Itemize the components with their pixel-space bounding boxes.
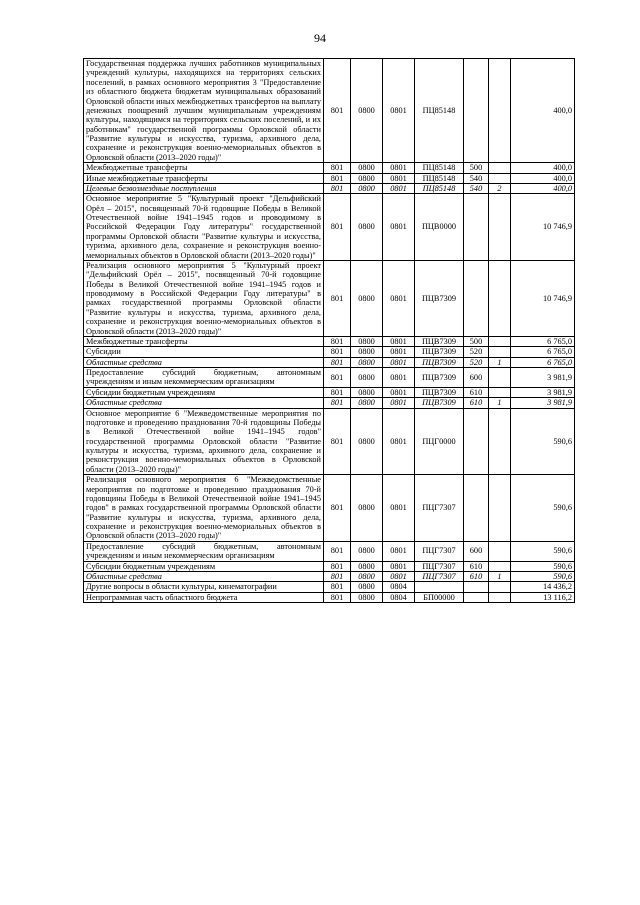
table-row	[84, 173, 575, 183]
grbs-code: 801	[324, 183, 351, 193]
section-code: 0800	[351, 183, 383, 193]
grbs-code: 801	[324, 194, 351, 261]
subsection-code: 0801	[383, 183, 415, 193]
subsection-code: 0801	[383, 368, 415, 388]
subsection-code: 0804	[383, 592, 415, 602]
row-name: Реализация основного мероприятия 5 "Культурный проект "Дельфийский Орёл – 2015", посвященный 70-й годовщине Победы в Великой Отечественной войне 1941–1945 годов и проводимому в Российской Федерации Году литературы" в рамках государственной программы Орловской области "Развитие культуры и искусства, туризма, архивного дела, сохранение и реконструкция военно-мемориальных объектов в Орловской области (2013–2020 годы)"	[84, 260, 324, 336]
amount: 400,0	[511, 163, 575, 173]
target-article-code: ПЦГ7307	[415, 541, 464, 561]
amount: 400,0	[511, 173, 575, 183]
table-row	[84, 571, 575, 581]
amount: 6 765,0	[511, 347, 575, 357]
expense-type-code	[464, 194, 489, 261]
table-row	[84, 183, 575, 193]
target-article-code: ПЦ85148	[415, 163, 464, 173]
funding-source-code	[489, 173, 511, 183]
expense-type-code: 610	[464, 398, 489, 408]
amount: 6 765,0	[511, 357, 575, 367]
table-row	[84, 194, 575, 261]
grbs-code: 801	[324, 408, 351, 475]
subsection-code: 0801	[383, 173, 415, 183]
target-article-code: ПЦ85148	[415, 183, 464, 193]
subsection-code: 0801	[383, 336, 415, 346]
funding-source-code	[489, 592, 511, 602]
funding-source-code	[489, 59, 511, 163]
section-code: 0800	[351, 357, 383, 367]
budget-table	[83, 58, 575, 603]
funding-source-code	[489, 561, 511, 571]
grbs-code: 801	[324, 347, 351, 357]
target-article-code: ПЦВ7309	[415, 387, 464, 397]
row-name: Непрограммная часть областного бюджета	[84, 592, 324, 602]
subsection-code: 0804	[383, 582, 415, 592]
table-row	[84, 582, 575, 592]
expense-type-code: 610	[464, 387, 489, 397]
row-name: Областные средства	[84, 571, 324, 581]
subsection-code: 0801	[383, 561, 415, 571]
target-article-code: ПЦВ0000	[415, 194, 464, 261]
amount: 590,6	[511, 571, 575, 581]
funding-source-code: 1	[489, 357, 511, 367]
page-number: 94	[314, 31, 326, 45]
amount: 3 981,9	[511, 398, 575, 408]
amount: 590,6	[511, 541, 575, 561]
amount: 6 765,0	[511, 336, 575, 346]
section-code: 0800	[351, 408, 383, 475]
row-name: Предоставление субсидий бюджетным, автономным учреждениям и иным некоммерческим организациям	[84, 541, 324, 561]
section-code: 0800	[351, 59, 383, 163]
subsection-code: 0801	[383, 163, 415, 173]
section-code: 0800	[351, 336, 383, 346]
section-code: 0800	[351, 163, 383, 173]
funding-source-code: 2	[489, 183, 511, 193]
target-article-code: ПЦВ7309	[415, 347, 464, 357]
funding-source-code	[489, 336, 511, 346]
section-code: 0800	[351, 582, 383, 592]
expense-type-code: 500	[464, 336, 489, 346]
expense-type-code: 500	[464, 163, 489, 173]
subsection-code: 0801	[383, 387, 415, 397]
expense-type-code	[464, 260, 489, 336]
expense-type-code	[464, 582, 489, 592]
amount: 590,6	[511, 561, 575, 571]
funding-source-code	[489, 475, 511, 542]
target-article-code: ПЦГ0000	[415, 408, 464, 475]
section-code: 0800	[351, 260, 383, 336]
row-name: Основное мероприятие 6 "Межведомственные мероприятия по подготовке и проведению празднования 70-й годовщины Победы в Великой Отечественной войне 1941–1945 годов" государственной программы Орловской области "Развитие культуры и искусства, туризма, архивного дела, сохранение и реконструкция военно-мемориальных объектов в Орловской области (2013–2020 годы)"	[84, 408, 324, 475]
amount: 14 436,2	[511, 582, 575, 592]
table-row	[84, 368, 575, 388]
expense-type-code: 540	[464, 183, 489, 193]
target-article-code: ПЦГ7307	[415, 475, 464, 542]
row-name: Субсидии	[84, 347, 324, 357]
row-name: Предоставление субсидий бюджетным, автономным учреждениям и иным некоммерческим организациям	[84, 368, 324, 388]
expense-type-code: 540	[464, 173, 489, 183]
funding-source-code: 1	[489, 398, 511, 408]
row-name: Областные средства	[84, 357, 324, 367]
amount: 590,6	[511, 475, 575, 542]
subsection-code: 0801	[383, 59, 415, 163]
row-name: Субсидии бюджетным учреждениям	[84, 387, 324, 397]
target-article-code: ПЦВ7309	[415, 398, 464, 408]
expense-type-code: 520	[464, 357, 489, 367]
target-article-code: ПЦВ7309	[415, 336, 464, 346]
table-row	[84, 561, 575, 571]
funding-source-code	[489, 260, 511, 336]
grbs-code: 801	[324, 163, 351, 173]
grbs-code: 801	[324, 398, 351, 408]
section-code: 0800	[351, 571, 383, 581]
row-name: Иные межбюджетные трансферты	[84, 173, 324, 183]
table-row	[84, 475, 575, 542]
section-code: 0800	[351, 368, 383, 388]
target-article-code: ПЦ85148	[415, 59, 464, 163]
row-name: Другие вопросы в области культуры, кинематографии	[84, 582, 324, 592]
grbs-code: 801	[324, 571, 351, 581]
expense-type-code: 520	[464, 347, 489, 357]
subsection-code: 0801	[383, 260, 415, 336]
grbs-code: 801	[324, 368, 351, 388]
grbs-code: 801	[324, 260, 351, 336]
target-article-code: ПЦГ7307	[415, 561, 464, 571]
table-row	[84, 59, 575, 163]
amount: 10 746,9	[511, 260, 575, 336]
subsection-code: 0801	[383, 347, 415, 357]
row-name: Межбюджетные трансферты	[84, 163, 324, 173]
table-row	[84, 357, 575, 367]
target-article-code: БП00000	[415, 592, 464, 602]
target-article-code: ПЦГ7307	[415, 571, 464, 581]
grbs-code: 801	[324, 59, 351, 163]
table-row	[84, 387, 575, 397]
section-code: 0800	[351, 541, 383, 561]
grbs-code: 801	[324, 592, 351, 602]
funding-source-code	[489, 582, 511, 592]
grbs-code: 801	[324, 561, 351, 571]
amount: 10 746,9	[511, 194, 575, 261]
grbs-code: 801	[324, 336, 351, 346]
funding-source-code	[489, 347, 511, 357]
row-name: Областные средства	[84, 398, 324, 408]
grbs-code: 801	[324, 173, 351, 183]
grbs-code: 801	[324, 475, 351, 542]
section-code: 0800	[351, 347, 383, 357]
amount: 400,0	[511, 59, 575, 163]
row-name: Государственная поддержка лучших работников муниципальных учреждений культуры, находящихся на территориях сельских поселений, в рамках основного мероприятия 3 "Предоставление из областного бюджета бюджетам муниципальных образований Орловской области иных межбюджетных трансфертов на выплату денежных поощрений лучшим муниципальным учреждениям культуры, находящимся на территориях сельских поселений, и их работникам" государственной программы Орловской области "Развитие культуры и искусства, туризма, архивного дела, сохранение и реконструкция военно-мемориальных объектов в Орловской области (2013–2020 годы)"	[84, 59, 324, 163]
expense-type-code	[464, 475, 489, 542]
table-row	[84, 347, 575, 357]
funding-source-code	[489, 368, 511, 388]
table-body	[84, 59, 575, 603]
subsection-code: 0801	[383, 357, 415, 367]
row-name: Субсидии бюджетным учреждениям	[84, 561, 324, 571]
target-article-code: ПЦ85148	[415, 173, 464, 183]
expense-type-code: 610	[464, 571, 489, 581]
target-article-code: ПЦВ7309	[415, 368, 464, 388]
target-article-code: ПЦВ7309	[415, 260, 464, 336]
expense-type-code: 600	[464, 541, 489, 561]
subsection-code: 0801	[383, 475, 415, 542]
subsection-code: 0801	[383, 571, 415, 581]
target-article-code	[415, 582, 464, 592]
funding-source-code	[489, 163, 511, 173]
table-row	[84, 336, 575, 346]
expense-type-code	[464, 408, 489, 475]
target-article-code: ПЦВ7309	[415, 357, 464, 367]
grbs-code: 801	[324, 357, 351, 367]
row-name: Целевые безвозмездные поступления	[84, 183, 324, 193]
row-name: Реализация основного мероприятия 6 "Межведомственные мероприятия по подготовке и проведению празднования 70-й годовщины Победы в Великой Отечественной войне 1941–1945 годов" в рамках государственной программы Орловской области "Развитие культуры и искусства, туризма, архивного дела, сохранение и реконструкция военно-мемориальных объектов в Орловской области (2013–2020 годы)"	[84, 475, 324, 542]
amount: 590,6	[511, 408, 575, 475]
amount: 13 116,2	[511, 592, 575, 602]
section-code: 0800	[351, 398, 383, 408]
section-code: 0800	[351, 592, 383, 602]
grbs-code: 801	[324, 387, 351, 397]
funding-source-code	[489, 387, 511, 397]
grbs-code: 801	[324, 582, 351, 592]
amount: 3 981,9	[511, 387, 575, 397]
subsection-code: 0801	[383, 398, 415, 408]
section-code: 0800	[351, 561, 383, 571]
row-name: Межбюджетные трансферты	[84, 336, 324, 346]
section-code: 0800	[351, 475, 383, 542]
table-row	[84, 541, 575, 561]
subsection-code: 0801	[383, 541, 415, 561]
section-code: 0800	[351, 387, 383, 397]
amount: 400,0	[511, 183, 575, 193]
section-code: 0800	[351, 173, 383, 183]
section-code: 0800	[351, 194, 383, 261]
expense-type-code	[464, 59, 489, 163]
funding-source-code	[489, 541, 511, 561]
table-row	[84, 163, 575, 173]
subsection-code: 0801	[383, 408, 415, 475]
funding-source-code	[489, 194, 511, 261]
row-name: Основное мероприятие 5 "Культурный проект "Дельфийский Орёл – 2015", посвященный 70-й годовщине Победы в Великой Отечественной войне 1941–1945 годов и проводимому в Российской Федерации Году литературы" государственной программы Орловской области "Развитие культуры и искусства, туризма, архивного дела, сохранение и реконструкция военно-мемориальных объектов в Орловской области (2013–2020 годы)"	[84, 194, 324, 261]
amount: 3 981,9	[511, 368, 575, 388]
expense-type-code: 610	[464, 561, 489, 571]
subsection-code: 0801	[383, 194, 415, 261]
table-row	[84, 260, 575, 336]
funding-source-code: 1	[489, 571, 511, 581]
table-row	[84, 398, 575, 408]
table-row	[84, 592, 575, 602]
grbs-code: 801	[324, 541, 351, 561]
expense-type-code: 600	[464, 368, 489, 388]
table-row	[84, 408, 575, 475]
funding-source-code	[489, 408, 511, 475]
expense-type-code	[464, 592, 489, 602]
